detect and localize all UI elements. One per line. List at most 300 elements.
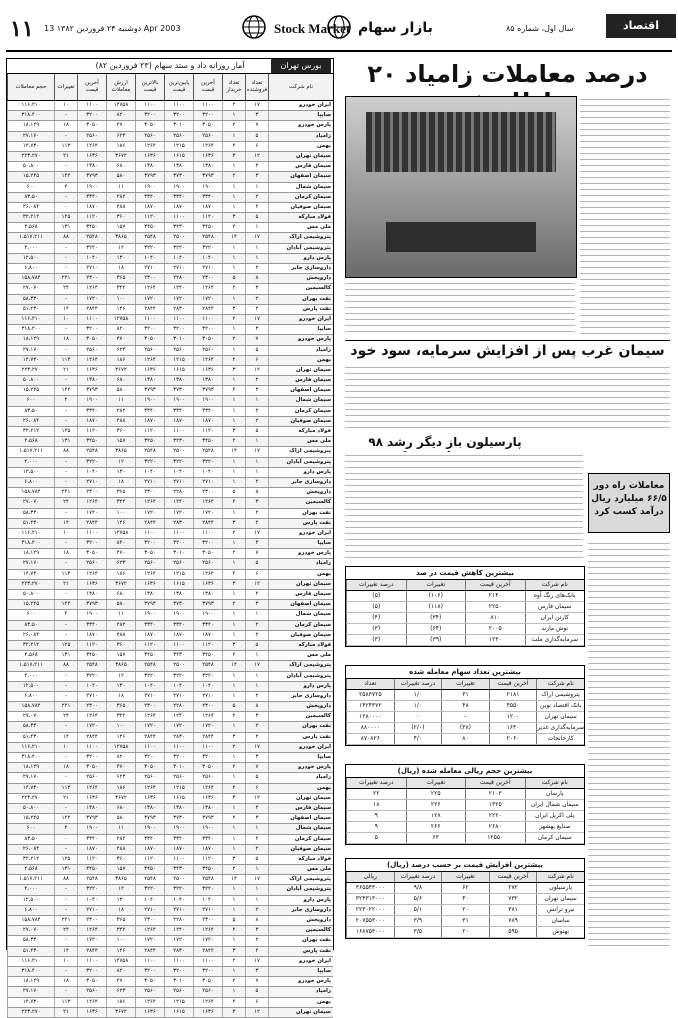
table-cell: ۱ <box>222 835 245 844</box>
table-cell: ۳۶۵ <box>106 274 135 283</box>
table-cell: ۵ <box>245 132 268 141</box>
table-cell: ۱۱۰۰ <box>164 101 193 110</box>
table-cell: ۴ <box>245 305 268 314</box>
table-cell: ۱۱۲۰ <box>77 855 106 864</box>
table-cell: ۳۰۵۰ <box>135 335 164 344</box>
table-cell: ۲۵۶۰ <box>164 559 193 568</box>
table-row <box>7 977 333 987</box>
table-cell: ۱۲۷۵۸ <box>106 529 135 538</box>
table-cell: ۲۴ <box>54 926 77 935</box>
table-cell: ۱۶۳۶ <box>135 366 164 375</box>
table-cell: ۵۰،۸۰۰ <box>7 590 54 599</box>
article-text <box>345 364 670 432</box>
table-cell: ۱۳۸۰ <box>164 590 193 599</box>
mini-table-row <box>346 800 584 811</box>
table-cell: ۶ <box>245 570 268 579</box>
stock-table <box>6 58 334 1015</box>
table-cell: ۶۰۰ <box>7 824 54 833</box>
table-row <box>7 621 333 631</box>
table-cell: ۱۲۶۴ <box>193 712 222 721</box>
table-cell: ۱۷۲۰ <box>77 295 106 304</box>
column-header: ریالی <box>346 872 394 882</box>
table-row <box>7 824 333 834</box>
sidebar-box: معاملات راه دور ۶۶/۵ میلیارد ریال درآمد کسب کرد <box>588 473 670 533</box>
table-cell: ۵ <box>222 916 245 925</box>
table-row <box>7 580 333 590</box>
table-cell: ۲ <box>222 549 245 558</box>
table-cell: ۱۷ <box>245 661 268 670</box>
table-cell: ۱۷۲۰ <box>135 509 164 518</box>
table-row <box>7 447 333 457</box>
table-cell: ۱۱۲۰ <box>77 213 106 222</box>
table-cell: ۵ <box>245 855 268 864</box>
table-cell: ۳۶۵ <box>106 916 135 925</box>
table-cell: ایران خودرو <box>268 529 333 538</box>
table-cell: ۲ <box>245 631 268 640</box>
table-row <box>7 295 333 305</box>
table-cell: فولاد مبارکه <box>268 855 333 864</box>
table-cell: ۱۹۰۰ <box>77 610 106 619</box>
table-cell: ۳۲۰۰ <box>135 753 164 762</box>
table-cell: ۲۱ <box>54 580 77 589</box>
table-cell: نفت بهران <box>268 936 333 945</box>
table-cell: ۳۳۴۰ <box>193 621 222 630</box>
table-cell: ۱۲۴۰ <box>164 712 193 721</box>
table-cell: ۸۸ <box>54 875 77 884</box>
table-cell: ۲۱ <box>54 366 77 375</box>
table-cell: ۱۵۸،۷۸۴ <box>7 488 54 497</box>
table-cell: ۱۴ <box>222 447 245 456</box>
table-cell: ۱۵،۲۴۵ <box>7 600 54 609</box>
table-cell: ۱۰۴۰ <box>135 896 164 905</box>
table-cell: ۳۷۳۰ <box>164 600 193 609</box>
table-cell: ۱۰۴۰ <box>193 682 222 691</box>
table-row <box>7 305 333 315</box>
table-cell: ۶۲۳ <box>106 132 135 141</box>
table-cell: ۲۵۶۰ <box>135 559 164 568</box>
table-cell: سیمان شمال <box>268 610 333 619</box>
column-header: نام شرکت <box>268 74 333 100</box>
table-cell: ۳۷۹۳ <box>193 172 222 181</box>
table-row <box>7 121 333 131</box>
table-cell: ۵ <box>245 427 268 436</box>
table-cell: ۳۰۵۰ <box>77 977 106 986</box>
table-cell: ۳۲۲۰ <box>193 458 222 467</box>
table-cell: پارس خودرو <box>268 977 333 986</box>
table-row <box>7 865 333 875</box>
table-cell: ۳۲۲۰ <box>77 458 106 467</box>
table-cell: ۱ <box>222 417 245 426</box>
table-cell: ۱۷۲۰ <box>193 295 222 304</box>
page-number: ۱۱ <box>10 16 34 42</box>
table-cell: ۳۰۵۰ <box>193 335 222 344</box>
table-cell: ۱۶۱۵ <box>164 794 193 803</box>
table-cell: ۸۲۰ <box>106 325 135 334</box>
table-cell: ۴ <box>245 519 268 528</box>
table-cell: پارس خودرو <box>268 335 333 344</box>
table-cell: ۱۵۸،۷۸۴ <box>7 274 54 283</box>
table-cell: ۱۴،۷۳۰ <box>7 784 54 793</box>
table-cell: ۴۸۸ <box>106 631 135 640</box>
table-cell: ۱ <box>245 396 268 405</box>
table-cell: ۲۸۴۴ <box>77 519 106 528</box>
table-cell: ۵۰،۸۰۰ <box>7 804 54 813</box>
table-cell: ۴ <box>54 396 77 405</box>
column-header: حجم معاملات <box>7 74 54 100</box>
table-cell: ۳۳۴۰ <box>135 407 164 416</box>
table-cell: ۳۶۰ <box>106 855 135 864</box>
table-cell: ۱۳۸۰ <box>135 590 164 599</box>
table-cell: ۱ <box>245 468 268 477</box>
table-cell: ۳۲۲۰ <box>135 244 164 253</box>
table-cell: ۲۸۲ <box>106 835 135 844</box>
table-cell: ۴۷۰ <box>106 977 135 986</box>
table-cell: ۱۲۶۴ <box>77 570 106 579</box>
table-cell: ۲۸۴۴ <box>135 305 164 314</box>
table-cell: ۵۰،۸۰۰ <box>7 376 54 385</box>
mini-table-header <box>346 580 584 591</box>
table-cell: ۲۰۰۵ <box>465 624 525 634</box>
table-cell: ۱۰۴۰ <box>135 468 164 477</box>
table-cell: ۱ <box>245 865 268 874</box>
table-cell: نیرو ترانس <box>536 905 584 915</box>
table-cell: نفت پارس <box>268 947 333 956</box>
table-cell: ۵۱،۴۳۰ <box>7 305 54 314</box>
article-headline: سیمان غرب پس از افزایش سرمایه، سود خود <box>345 340 670 361</box>
table-cell: پارس خودرو <box>268 121 333 130</box>
table-cell: - <box>54 896 77 905</box>
table-cell: ۸ <box>245 702 268 711</box>
column-header: آخرین قیمت <box>77 74 106 100</box>
table-cell: ۱۱۶،۲۱۰ <box>7 529 54 538</box>
table-cell: ۳۲۲۰ <box>193 672 222 681</box>
table-cell: ۳۲،۲۱۲ <box>7 427 54 436</box>
table-cell: ۱ <box>222 559 245 568</box>
table-cell: ۱۴ <box>54 305 77 314</box>
table-cell: ۳۱۸،۴۰۰ <box>7 753 54 762</box>
table-cell: ۲۵۴۸ <box>135 447 164 456</box>
table-cell: ۱۱ <box>106 610 135 619</box>
table-cell: ۱۸ <box>106 264 135 273</box>
table-cell: نفت بهران <box>268 509 333 518</box>
column-header: نام شرکت <box>525 580 585 590</box>
table-cell: ۱۶۳۶ <box>135 580 164 589</box>
table-row <box>7 274 333 284</box>
table-cell: ۶ <box>245 142 268 151</box>
table-cell: ۴۷۰ <box>106 763 135 772</box>
mini-table-header <box>346 679 584 690</box>
table-cell: - <box>54 478 77 487</box>
table-row <box>7 1008 333 1018</box>
table-cell: - <box>54 458 77 467</box>
table-cell: ۱۲۶۴ <box>135 998 164 1007</box>
table-cell: ۸ <box>245 488 268 497</box>
table-cell: - <box>54 193 77 202</box>
table-cell: ۶،۸۰۰ <box>7 478 54 487</box>
table-cell: ۱۵۸،۷۸۴ <box>7 702 54 711</box>
table-cell: - <box>54 162 77 171</box>
table-cell: پارس دارو <box>268 468 333 477</box>
column-header: تغییرات <box>406 778 466 788</box>
table-cell: ۴۰ <box>441 894 489 904</box>
table-cell: ۱۲۶۴ <box>193 498 222 507</box>
table-cell: سایپا <box>268 111 333 120</box>
table-cell: ۳۰۱۰ <box>164 121 193 130</box>
table-cell: ۳۷۹۳ <box>193 600 222 609</box>
table-cell: ۲۲۸۰ <box>164 702 193 711</box>
table-row <box>7 254 333 264</box>
table-cell: ۴ <box>222 356 245 365</box>
table-cell: ۱ <box>222 804 245 813</box>
table-cell: ۸۳،۵۰ <box>7 621 54 630</box>
table-cell: ۲۸۳۰ <box>164 305 193 314</box>
table-cell: ۳/۵ <box>394 927 442 937</box>
table-cell: ۱۸۷۰ <box>164 631 193 640</box>
table-cell: ۳۳۴۰ <box>77 835 106 844</box>
table-row <box>7 631 333 641</box>
table-cell: ۲۱۰۳ <box>465 789 525 799</box>
table-cell: کالسیمین <box>268 284 333 293</box>
table-cell: سیمان فارس <box>525 602 585 612</box>
column-header: آخرین قیمت <box>489 872 537 882</box>
table-cell: ۱۲ <box>245 152 268 161</box>
table-cell: ۴،۵۶۸ <box>7 437 54 446</box>
table-cell: ۸۳،۵۰ <box>7 193 54 202</box>
table-cell: ۳۴۵۰ <box>135 651 164 660</box>
table-cell: ۶۲۳ <box>106 346 135 355</box>
table-cell: ۱۰۴۰ <box>77 468 106 477</box>
table-cell: ۱ <box>245 244 268 253</box>
table-cell: ۲۵۴۸ <box>193 875 222 884</box>
table-cell: ۱۲۶۴ <box>135 284 164 293</box>
table-cell: ۴ <box>222 142 245 151</box>
table-cell: ۲۷،۰۷۰ <box>7 712 54 721</box>
table-cell: ۱۸ <box>106 478 135 487</box>
table-cell: ۲۷،۰۷۰ <box>7 498 54 507</box>
table-cell: ۲۷۱۰ <box>77 692 106 701</box>
mini-table-header <box>346 872 584 883</box>
table-cell: ۳۷۹۳ <box>193 386 222 395</box>
issue-info: سال اول، شماره ۸۵ <box>506 24 574 33</box>
table-cell: ۱۳۸۰ <box>193 376 222 385</box>
column-header: پایین‌ترین قیمت <box>164 74 193 100</box>
table-cell: ۳ <box>245 926 268 935</box>
table-cell: ۱ <box>222 509 245 518</box>
table-cell: ۱۲۶۴ <box>135 926 164 935</box>
table-cell: ۱۶۱۵ <box>164 580 193 589</box>
table-cell: ۱ <box>245 651 268 660</box>
table-cell: ۱۲ <box>245 1008 268 1017</box>
mini-table-row <box>346 734 584 745</box>
table-cell: ۱ <box>222 111 245 120</box>
table-cell: ۳ <box>222 152 245 161</box>
table-row <box>7 661 333 671</box>
table-cell: ۱۹۰۰ <box>77 183 106 192</box>
table-cell: ۳۲۰۰ <box>164 111 193 120</box>
section-title: بازار سهام <box>358 20 433 36</box>
table-row <box>7 376 333 386</box>
table-cell: سایپا <box>268 539 333 548</box>
table-cell: ملی مس <box>268 651 333 660</box>
table-cell: ۴ <box>54 183 77 192</box>
table-cell: ۱۸۷۰ <box>135 417 164 426</box>
table-cell: ۲۷۱۰ <box>135 692 164 701</box>
table-cell: ۲۳۰۰ <box>193 488 222 497</box>
table-row <box>7 142 333 152</box>
table-cell: - <box>54 376 77 385</box>
table-cell: (۵) <box>346 591 406 601</box>
table-cell: ۱۶۱۵ <box>164 152 193 161</box>
table-cell: ۱۳۸۰ <box>135 804 164 813</box>
table-cell: ۱۳۸۰ <box>135 376 164 385</box>
table-cell: ۱۷۲۰ <box>135 295 164 304</box>
table-cell: ۱۷ <box>245 233 268 242</box>
table-cell: ۴،۰۰۰ <box>7 672 54 681</box>
table-cell: ۱۷۲۰ <box>164 295 193 304</box>
table-cell: ۲۵۶۰ <box>77 773 106 782</box>
table-cell: ۲۲۳،۲۷۰ <box>7 1008 54 1017</box>
table-cell: ۳۷۳۰ <box>164 172 193 181</box>
table-cell: ۹ <box>346 811 406 821</box>
table-cell: ۱۲۴۰ <box>164 284 193 293</box>
table-cell: سیمان تهران <box>268 794 333 803</box>
table-cell: ۸۸ <box>54 447 77 456</box>
table-cell: ۳۸۶۵ <box>106 661 135 670</box>
table-cell: ۱۱۰۰ <box>164 743 193 752</box>
table-cell: ۱۲ <box>245 366 268 375</box>
table-cell: ۳ <box>245 284 268 293</box>
table-cell: ۱۰۴۰ <box>164 682 193 691</box>
table-cell: ۵/۶ <box>394 894 442 904</box>
table-cell: ۶،۸۰۰ <box>7 692 54 701</box>
table-cell: ۳۱۸،۴۰۰ <box>7 539 54 548</box>
table-cell: ۵۱،۴۳۰ <box>7 947 54 956</box>
table-cell: ۵ <box>245 213 268 222</box>
table-row <box>7 539 333 549</box>
table-cell: ۱۷۲۰ <box>193 722 222 731</box>
table-row <box>7 672 333 682</box>
table-cell: فولاد مبارکه <box>268 641 333 650</box>
table-cell: ۲۸۴۴ <box>135 519 164 528</box>
table-row <box>7 162 333 172</box>
table-cell: ۱۴ <box>54 519 77 528</box>
table-cell: ۲۸۴۴ <box>193 947 222 956</box>
table-cell: پارس دارو <box>268 896 333 905</box>
table-cell: ۲۷۱۰ <box>164 906 193 915</box>
table-cell: ۴۷۰ <box>106 121 135 130</box>
table-cell: ۱ <box>222 539 245 548</box>
table-cell: ۱۶۳۶ <box>193 152 222 161</box>
table-cell: ۹ <box>346 822 406 832</box>
table-cell: - <box>54 804 77 813</box>
table-cell: ۱/۰ <box>394 701 442 711</box>
table-badge: بورس تهران <box>271 59 331 73</box>
table-cell: ۱ <box>245 896 268 905</box>
ticker-board <box>366 112 556 172</box>
table-cell: ۱۷۲۰ <box>193 936 222 945</box>
table-cell: ۲۲۸۰ <box>164 488 193 497</box>
table-cell: ۲۵۶۰ <box>135 987 164 996</box>
table-cell: ۴ <box>245 376 268 385</box>
table-cell: ۳۷۹۳ <box>135 386 164 395</box>
table-cell: ۳ <box>222 641 245 650</box>
table-cell: سیمان اصفهان <box>268 600 333 609</box>
table-cell: ۱۳۸۰ <box>164 804 193 813</box>
table-cell: ۱۰۴۰ <box>164 254 193 263</box>
table-cell: ۳۲۰۰ <box>77 967 106 976</box>
table-row <box>7 998 333 1008</box>
table-cell: ۱۱۳ <box>54 784 77 793</box>
mini-table-row <box>346 635 584 646</box>
table-cell: ۳۴۲ <box>106 712 135 721</box>
table-cell: ۲ <box>222 437 245 446</box>
table-cell: ۱۶۳۶ <box>77 366 106 375</box>
table-cell: ۳ <box>245 172 268 181</box>
table-cell: ۳۳۴۰ <box>193 193 222 202</box>
table-cell: ۲۵۶۰ <box>164 987 193 996</box>
table-cell: سیمان شمال <box>268 183 333 192</box>
table-cell: ۱۱ <box>106 824 135 833</box>
table-row <box>7 885 333 895</box>
table-cell: ۳۳۴۰ <box>164 621 193 630</box>
table-cell: ۳۰۵۰ <box>135 121 164 130</box>
table-cell: ۲۲۵ <box>406 789 466 799</box>
table-cell: ۲۵۶۰ <box>193 559 222 568</box>
table-cell: ۳ <box>245 386 268 395</box>
table-cell: ۱۱۲۰ <box>77 641 106 650</box>
table-cell: ۳۴۵۰ <box>193 437 222 446</box>
table-cell: ۲ <box>222 957 245 966</box>
table-cell: پتروشیمی اراک <box>268 233 333 242</box>
table-cell: ۱۲۶۴ <box>77 498 106 507</box>
table-cell: ۱۵۷ <box>106 651 135 660</box>
table-row <box>7 519 333 529</box>
table-row <box>7 356 333 366</box>
table-cell: پارسیلون <box>536 883 584 893</box>
table-cell: ۱۰۴۰ <box>164 468 193 477</box>
table-cell: ۲۳۰۰ <box>135 916 164 925</box>
table-cell: - <box>54 682 77 691</box>
table-cell: - <box>54 509 77 518</box>
table-cell: ۲۷۱۰ <box>135 906 164 915</box>
table-cell: ۳۲۰۰ <box>164 753 193 762</box>
table-cell: ۲۸۴۴ <box>193 305 222 314</box>
column-header: بالاترین قیمت <box>135 74 164 100</box>
table-row <box>7 335 333 345</box>
table-cell: ۳۷۹۳ <box>77 814 106 823</box>
table-cell: ۳۲۰۰ <box>135 967 164 976</box>
table-cell: ۳۲،۲۱۲ <box>7 641 54 650</box>
table-cell: ۱۲۶۴ <box>193 570 222 579</box>
table-cell: ۱۱۶،۲۱۰ <box>7 101 54 110</box>
column-header: آخرین قیمت <box>465 580 525 590</box>
table-cell: ۱۲۵ <box>54 855 77 864</box>
column-header: آخرین قیمت <box>193 74 222 100</box>
table-cell: ۲۵۶۰ <box>193 132 222 141</box>
table-cell: ۱ <box>222 906 245 915</box>
table-cell: ۱۱۰۰ <box>77 743 106 752</box>
table-cell: ۱۲،۵۰۰ <box>7 468 54 477</box>
table-row <box>7 763 333 773</box>
table-cell: ۵ <box>346 833 406 843</box>
table-row <box>7 203 333 213</box>
table-cell: ۲۵۶۰ <box>193 346 222 355</box>
table-cell: ۱۱۲۰ <box>135 641 164 650</box>
table-cell: ۱۶۴۰ <box>489 723 537 733</box>
table-cell: ۲۵۴۸ <box>135 661 164 670</box>
table-cell: ۱۴،۷۳۰ <box>7 142 54 151</box>
table-cell: ۱ <box>222 264 245 273</box>
